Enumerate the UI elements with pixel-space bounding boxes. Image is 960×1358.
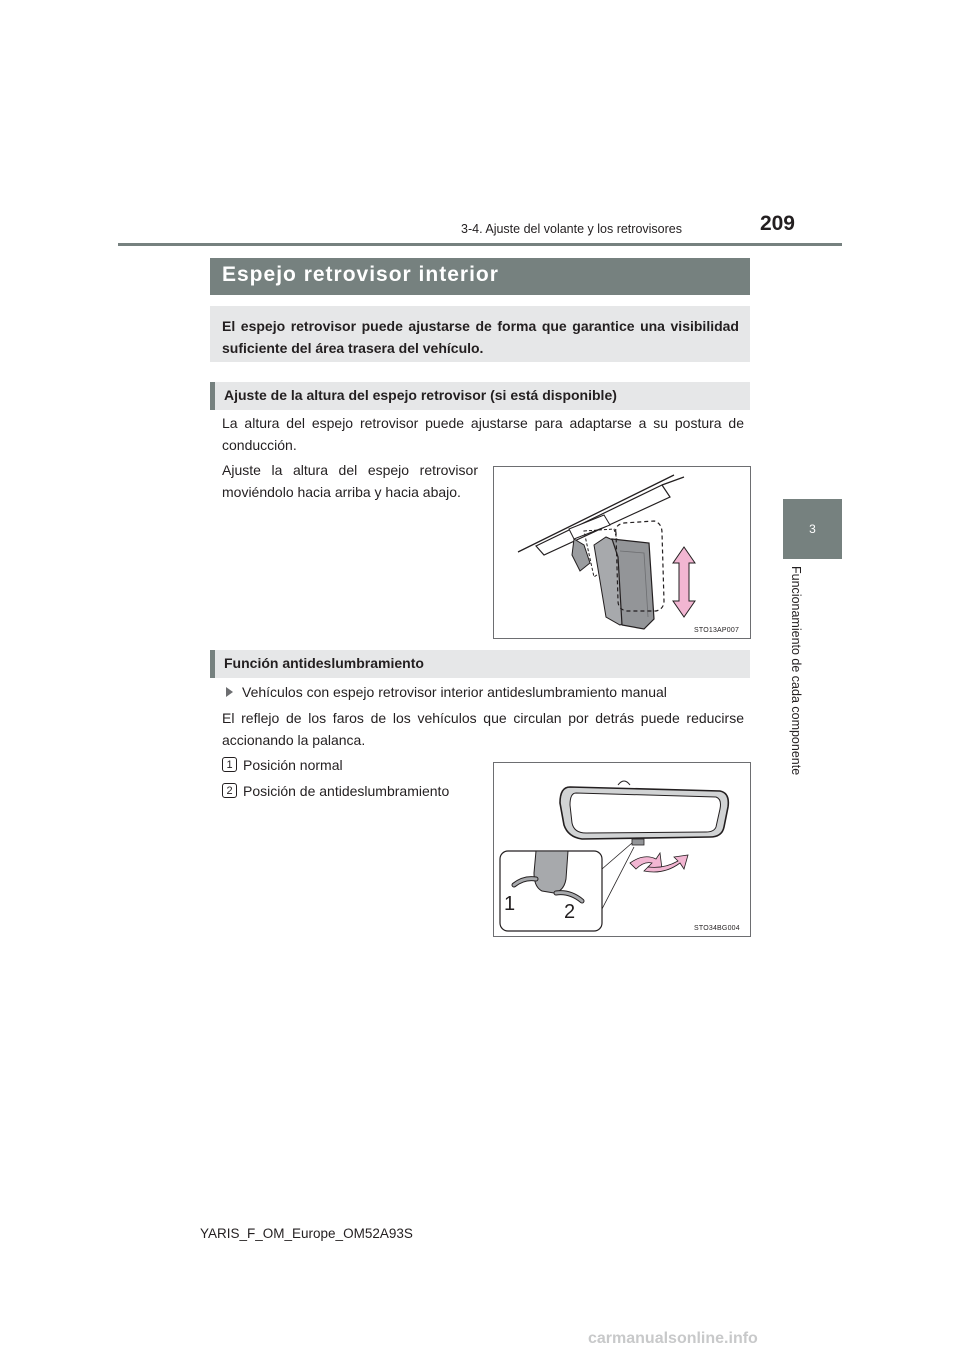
chapter-tab <box>783 499 842 559</box>
inset-label-1: 1 <box>504 893 516 915</box>
mirror-antiglare-illustration <box>494 763 750 936</box>
subsection-title-height: Ajuste de la altura del espejo retrovisor (si está disponible) <box>224 387 617 403</box>
footer-document-code: YARIS_F_OM_Europe_OM52A93S <box>200 1226 413 1241</box>
bullet-text: Vehículos con espejo retrovisor interior antideslumbramiento manual <box>242 684 667 700</box>
header-rule <box>118 243 842 246</box>
height-adjust-instruction: Ajuste la altura del espejo retrovisor moviéndolo hacia arriba y hacia abajo. <box>222 462 478 500</box>
page-number: 209 <box>759 212 795 235</box>
section-title: Espejo retrovisor interior <box>222 263 499 286</box>
item-number-2: 2 <box>222 783 237 798</box>
chapter-number: 3 <box>809 522 816 536</box>
figure-code: STO34BG004 <box>694 925 740 932</box>
item-number-1: 1 <box>222 757 237 772</box>
height-adjust-text: La altura del espejo retrovisor puede ajustarse para adaptarse a su postura de conducción. <box>222 415 744 453</box>
antiglare-text: El reflejo de los faros de los vehículos que circulan por detrás puede reducirse accionando la palanca. <box>222 710 744 748</box>
header-section-title: 3-4. Ajuste del volante y los retrovisores <box>461 222 682 236</box>
inset-label-2: 2 <box>564 901 576 923</box>
mirror-height-illustration <box>494 467 750 638</box>
triangle-bullet-icon <box>226 687 233 697</box>
bullet-item <box>222 684 667 700</box>
subsection-title-antiglare: Función antideslumbramiento <box>224 655 424 671</box>
chapter-title: Funcionamiento de cada componente <box>789 566 803 776</box>
item-label-antiglare: Posición de antideslumbramiento <box>243 783 450 799</box>
subsection-accent <box>210 650 215 678</box>
watermark: carmanualsonline.info <box>588 1330 758 1347</box>
intro-text: El espejo retrovisor puede ajustarse de forma que garantice una visibilidad suficiente del área trasera del vehículo. <box>222 318 739 356</box>
figure-code: STO13AP007 <box>694 627 740 634</box>
item-label-normal: Posición normal <box>243 757 343 773</box>
figure-mirror-antiglare <box>493 762 751 937</box>
subsection-accent <box>210 382 215 410</box>
figure-mirror-height <box>493 466 751 639</box>
chapter-caption <box>787 566 803 788</box>
